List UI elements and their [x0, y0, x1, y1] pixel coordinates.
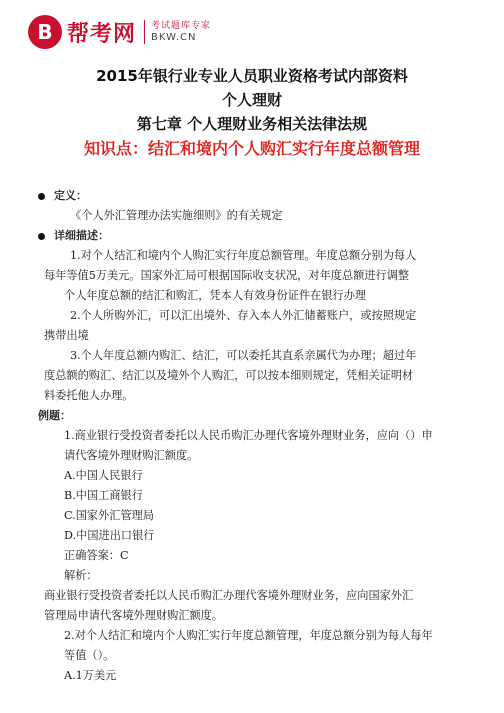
- detail-line: 度总额的购汇、结汇以及境外个人购汇，可以按本细则规定，凭相关证明材: [44, 369, 414, 382]
- detail-line: 1.对个人结汇和境内个人购汇实行年度总额管理。年度总额分别为每人: [70, 249, 417, 262]
- question-1-text: 1.商业银行受投资者委托以人民币购汇办理代客境外理财业务，应向（）申: [64, 429, 433, 442]
- definition-text: 《个人外汇管理办法实施细则》的有关规定: [70, 209, 283, 222]
- chapter-title: 第七章 个人理财业务相关法律法规: [136, 115, 368, 133]
- correct-answer: 正确答案：C: [64, 549, 129, 562]
- examples-heading: 例题：: [38, 409, 71, 422]
- option-b: B.中国工商银行: [64, 489, 143, 502]
- detail-line: 携带出境: [44, 329, 89, 342]
- knowledge-point-title: 知识点：结汇和境内个人购汇实行年度总额管理: [83, 139, 420, 158]
- logo-subtitle: [144, 20, 211, 44]
- question-2-text: 等值（）。: [64, 649, 115, 662]
- analysis-text: 管理局申请代客境外理财购汇额度。: [44, 609, 224, 622]
- detail-line: 料委托他人办理。: [44, 389, 134, 402]
- logo-domain: BKW.CN: [151, 32, 197, 43]
- analysis-label: 解析：: [64, 569, 98, 582]
- logo-badge-icon: [28, 15, 62, 49]
- bullet-dot-icon: [38, 233, 45, 240]
- detail-label: 详细描述：: [54, 229, 109, 242]
- detail-heading: [38, 226, 462, 246]
- definition-heading: [38, 186, 462, 206]
- detail-line: 个人年度总额的结汇和购汇，凭本人有效身份证件在银行办理: [64, 289, 367, 302]
- logo-brand: 帮考网: [67, 21, 137, 47]
- definition-label: 定义：: [54, 189, 87, 202]
- logo-tagline: 考试题库专家: [151, 21, 212, 31]
- question-1-text: 请代客境外理财购汇额度。: [64, 449, 199, 462]
- detail-line: 每年等值5万美元。国家外汇局可根据国际收支状况，对年度总额进行调整: [44, 269, 410, 282]
- site-logo[interactable]: [28, 12, 211, 52]
- bullet-dot-icon: [38, 193, 45, 200]
- option-c: C.国家外汇管理局: [64, 509, 155, 522]
- title-block: [0, 64, 504, 162]
- question-2-text: 2.对个人结汇和境内个人购汇实行年度总额管理，年度总额分别为每人每年: [64, 629, 433, 642]
- detail-line: 3.个人年度总额内购汇、结汇，可以委托其直系亲属代为办理；超过年: [70, 349, 417, 362]
- doc-title: 2015年银行业专业人员职业资格考试内部资料: [96, 67, 408, 85]
- option-a: A.中国人民银行: [64, 469, 143, 482]
- option-d: D.中国进出口银行: [64, 529, 155, 542]
- question-2-option-a: A.1万美元: [64, 669, 117, 682]
- analysis-text: 商业银行受投资者委托以人民币购汇办理代客境外理财业务，应向国家外汇: [44, 589, 414, 602]
- detail-line: 2.个人所购外汇，可以汇出境外、存入本人外汇储蓄账户，或按照规定: [70, 309, 417, 322]
- document-body: [38, 186, 462, 686]
- logo-badge-letter: B: [37, 20, 53, 44]
- subject-title: 个人理财: [221, 91, 282, 109]
